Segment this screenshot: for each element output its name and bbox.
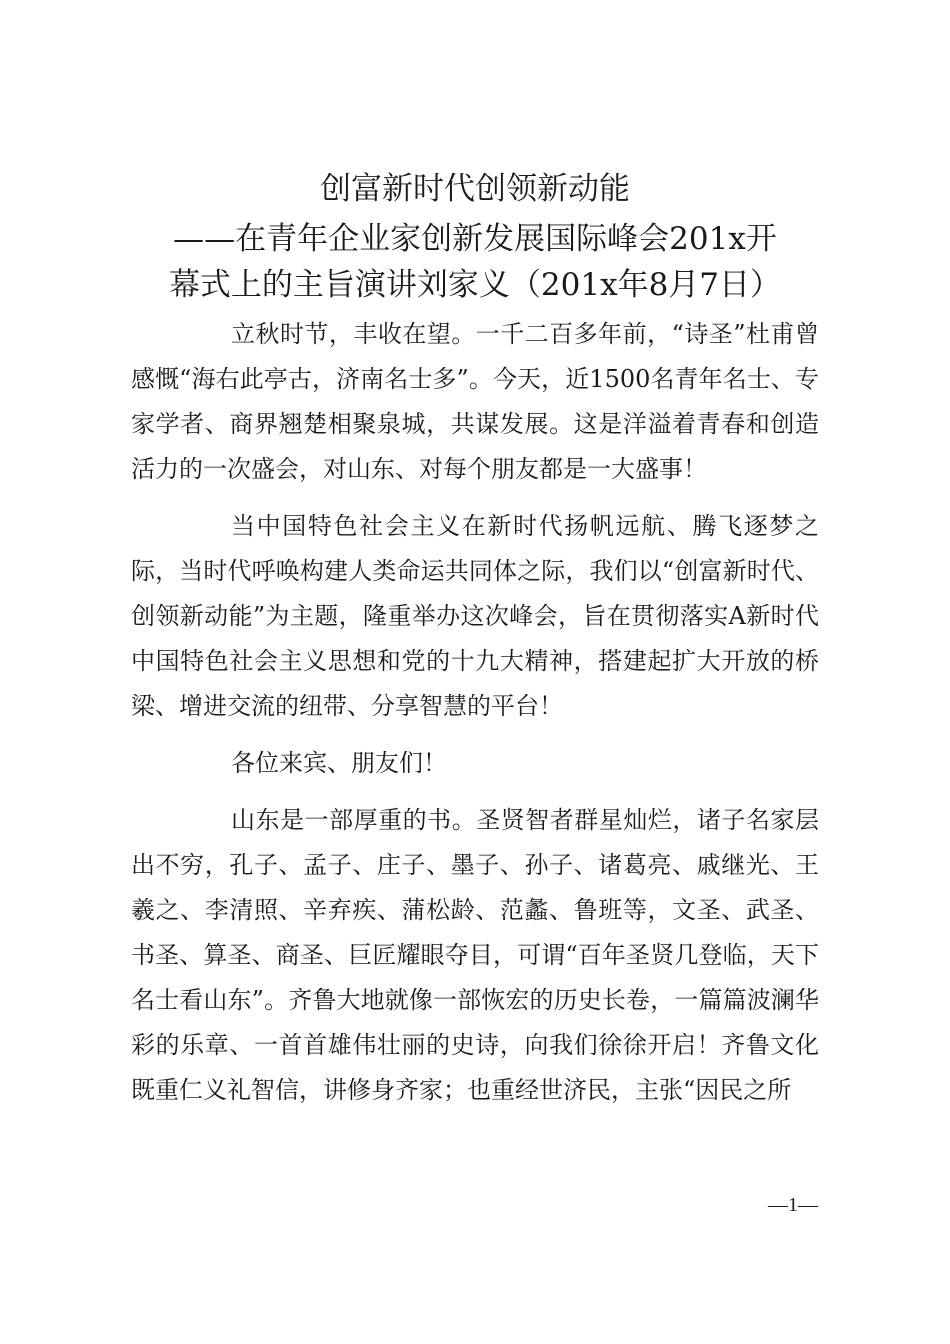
paragraph-summit-theme: 当中国特色社会主义在新时代扬帆远航、腾飞逐梦之际，当时代呼唤构建人类命运共同体之际，我们以“创富新时代、创领新动能”为主题，隆重举办这次峰会，旨在贯彻落实A新时代中国特色社会主义思想和党的十九大精神，搭建起扩大开放的桥梁、增进交流的纽带、分享智慧的平台！ bbox=[131, 512, 819, 720]
speech-subtitle-line-2: 幕式上的主旨演讲刘家义（201x年8月7日） bbox=[168, 267, 782, 303]
paragraph-opening: 立秋时节，丰收在望。一千二百多年前，“诗圣”杜甫曾感慨“海右此亭古，济南名士多”。今天，近1500名青年名士、专家学者、商界翘楚相聚泉城，共谋发展。这是洋溢着青春和创造活力的一次盛会，对山东、对每个朋友都是一大盛事！ bbox=[131, 320, 819, 483]
speech-subtitle-line-1: ——在青年企业家创新发展国际峰会201x开 bbox=[173, 221, 777, 257]
paragraph-shandong-history: 山东是一部厚重的书。圣贤智者群星灿烂，诸子名家层出不穷，孔子、孟子、庄子、墨子、孙子、诸葛亮、戚继光、王羲之、李清照、辛弃疾、蒲松龄、范蠡、鲁班等，文圣、武圣、书圣、算圣、商圣、巨匠耀眼夺目，可谓“百年圣贤几登临，天下名士看山东”。齐鲁大地就像一部恢宏的历史长卷，一篇篇波澜华彩的乐章、一首首雄伟壮丽的史诗，向我们徐徐开启！齐鲁文化既重仁义礼智信，讲修身齐家；也重经世济民，主张“因民之所 bbox=[131, 806, 819, 1104]
page-number: —1— bbox=[768, 1194, 818, 1216]
speech-body bbox=[131, 312, 819, 1113]
speech-title: 创富新时代创领新动能 bbox=[320, 171, 630, 207]
paragraph-salutation: 各位来宾、朋友们！ bbox=[231, 749, 447, 777]
